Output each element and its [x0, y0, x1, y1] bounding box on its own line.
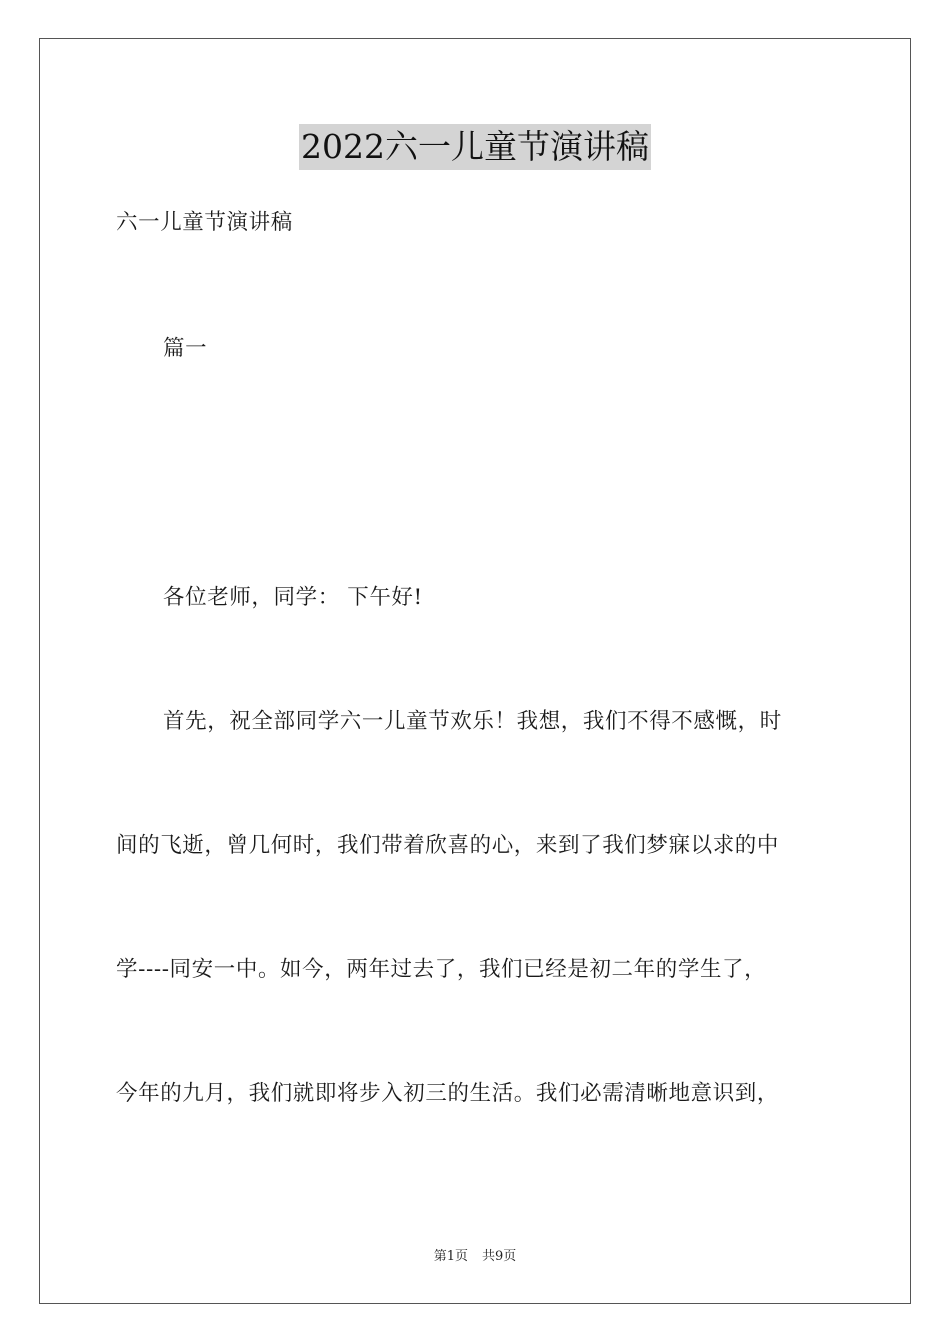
section-heading: 篇一 — [163, 336, 208, 361]
paragraph-line: 间的飞逝，曾几何时，我们带着欣喜的心，来到了我们梦寐以求的中 — [116, 833, 780, 858]
paragraph-line: 学----同安一中。如今，两年过去了，我们已经是初二年的学生了， — [116, 957, 767, 982]
page-number-current: 第1页 — [433, 1249, 468, 1264]
page-number-total: 共9页 — [482, 1249, 517, 1264]
paragraph-line: 首先，祝全部同学六一儿童节欢乐！我想，我们不得不感慨，时 — [163, 709, 782, 734]
paragraph-line: 今年的九月，我们就即将步入初三的生活。我们必需清晰地意识到， — [116, 1081, 780, 1106]
paragraph-greeting: 各位老师，同学： 下午好! — [163, 585, 423, 610]
document-title: 2022六一儿童节演讲稿 — [299, 124, 651, 170]
subtitle-line: 六一儿童节演讲稿 — [116, 210, 293, 235]
page-footer — [0, 1248, 950, 1266]
title-container — [0, 124, 950, 170]
